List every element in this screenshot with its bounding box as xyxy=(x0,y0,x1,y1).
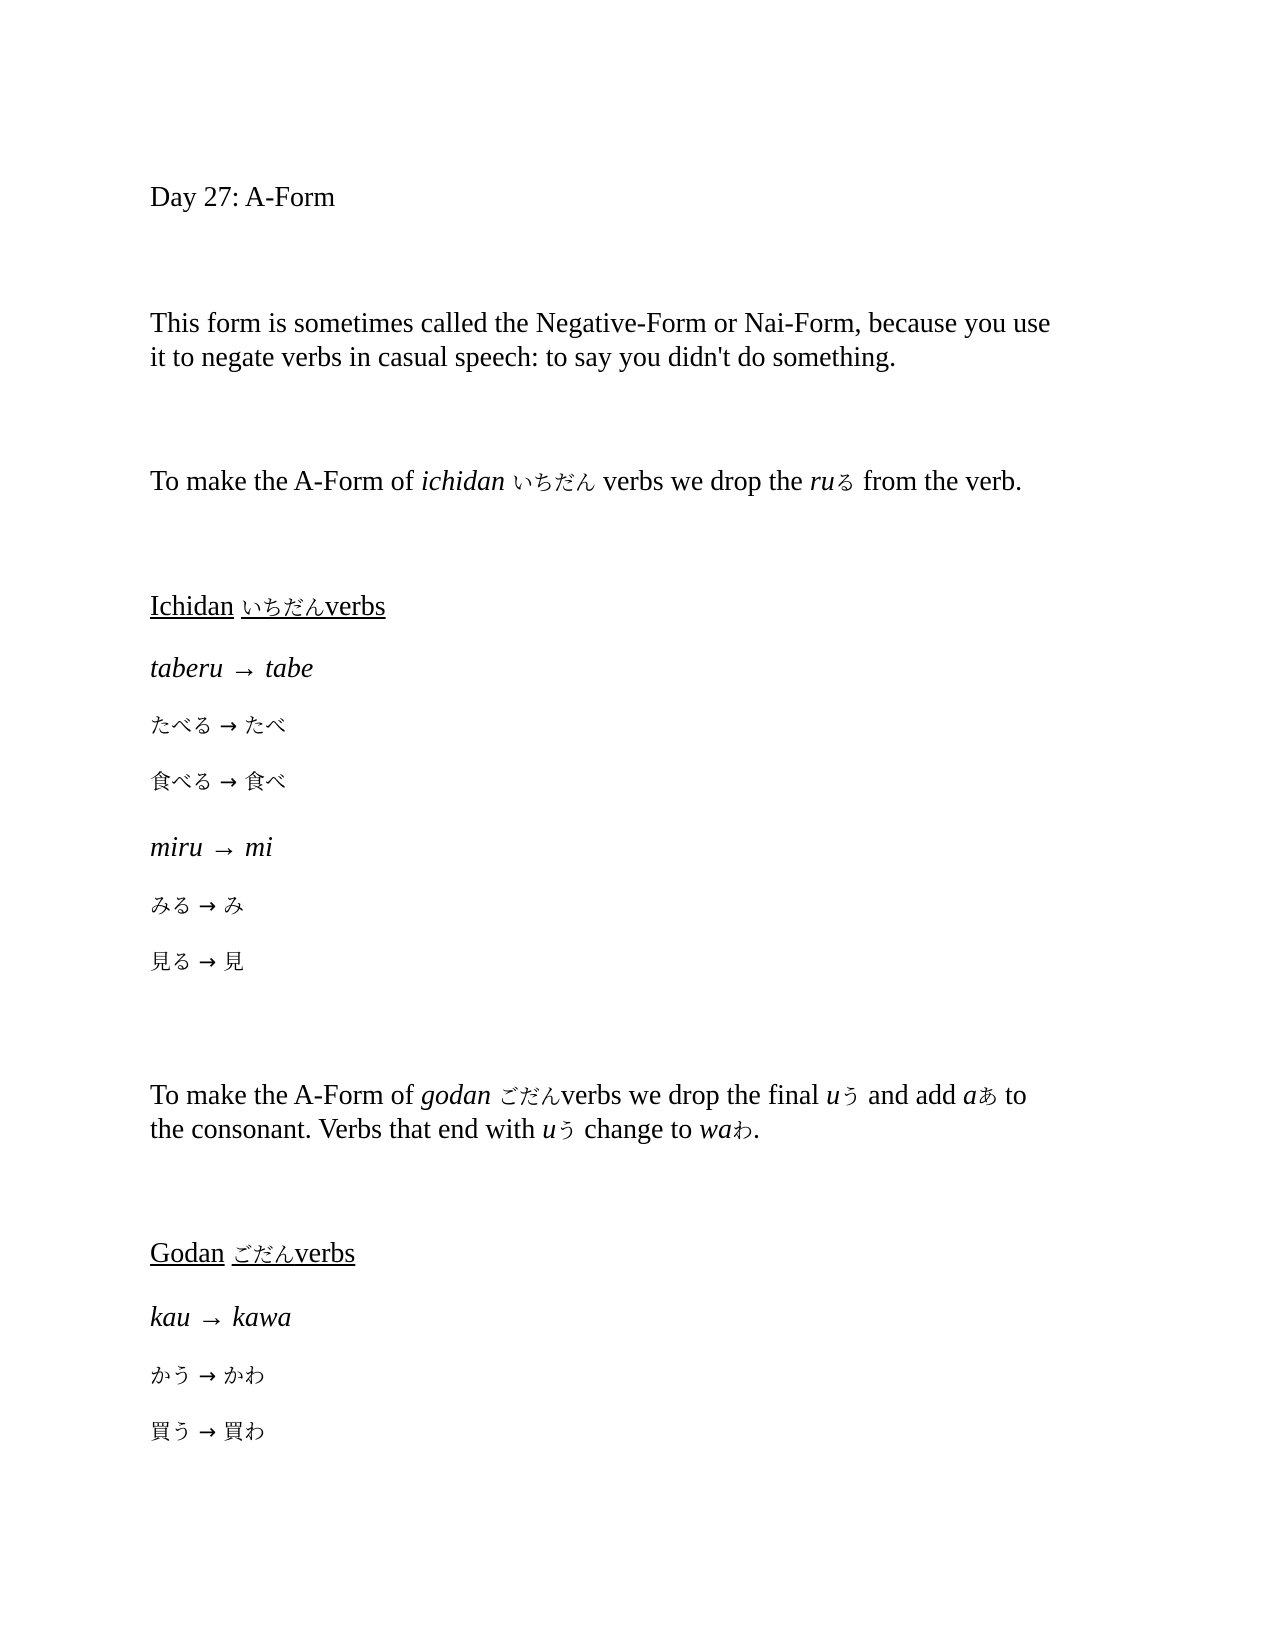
godan-term: godan xyxy=(421,1080,491,1111)
godan-example-1-kana xyxy=(150,1362,265,1390)
wa-kana: わ xyxy=(731,1119,753,1143)
ichidan-example-1-kanji-text: 食べる → 食べ xyxy=(150,770,286,794)
ichidan-term: ichidan xyxy=(421,466,505,497)
godan-heading xyxy=(150,1237,355,1272)
intro-line-1 xyxy=(150,307,1050,341)
godan-rule-text-1: To make the A-Form of xyxy=(150,1080,421,1111)
ichidan-heading-kana: いちだん xyxy=(240,596,325,620)
godan-rule-line2-text-2: change to xyxy=(577,1114,700,1145)
godan-heading-kana: ごだん xyxy=(231,1243,295,1267)
godan-example-1-kana-text: かう → かわ xyxy=(150,1364,265,1388)
ichidan-rule-text-3: from the verb. xyxy=(855,466,1023,497)
ichidan-example-1-kana xyxy=(150,712,286,740)
ichidan-example-2-romaji xyxy=(150,831,273,865)
godan-rule-line2-text-3: . xyxy=(752,1114,760,1145)
u2-term: u xyxy=(542,1114,557,1145)
title-text: Day 27: A-Form xyxy=(150,182,336,213)
godan-heading-suffix: verbs xyxy=(294,1238,356,1269)
page-title xyxy=(150,181,335,215)
godan-example-1-romaji xyxy=(150,1301,292,1335)
wa-term: wa xyxy=(699,1114,732,1145)
u-kana: う xyxy=(840,1085,862,1109)
intro-text-2: it to negate verbs in casual speech: to say you didn't do something. xyxy=(150,342,897,373)
ru-kana: る xyxy=(834,471,856,495)
intro-line-2 xyxy=(150,341,896,375)
ichidan-example-2-kana-text: みる → み xyxy=(150,894,244,918)
ichidan-rule-paragraph xyxy=(150,465,1022,500)
godan-example-1-romaji-text: kau → kawa xyxy=(150,1302,292,1333)
u2-kana: う xyxy=(556,1119,578,1143)
a-term: a xyxy=(963,1080,977,1111)
godan-kana: ごだん xyxy=(498,1085,561,1109)
godan-example-1-kanji xyxy=(150,1418,265,1446)
godan-rule-line2-text-1: the consonant. Verbs that end with xyxy=(150,1114,543,1145)
godan-rule-line-2 xyxy=(150,1113,760,1148)
ichidan-example-2-romaji-text: miru → mi xyxy=(150,832,273,863)
ichidan-example-1-kana-text: たべる → たべ xyxy=(150,714,286,738)
godan-rule-text-4: to xyxy=(998,1080,1027,1111)
godan-heading-word: Godan xyxy=(150,1238,225,1269)
godan-example-1-kanji-text: 買う → 買わ xyxy=(150,1420,265,1444)
ichidan-rule-text-2: verbs we drop the xyxy=(596,466,810,497)
a-kana: あ xyxy=(977,1085,998,1109)
ichidan-kana: いちだん xyxy=(512,471,596,495)
ichidan-example-1-kanji xyxy=(150,768,286,796)
ichidan-heading xyxy=(150,590,386,625)
ichidan-example-2-kana xyxy=(150,892,244,920)
intro-text-1: This form is sometimes called the Negative-Form or Nai-Form, because you use xyxy=(150,308,1051,339)
godan-rule-text-2: verbs we drop the final xyxy=(561,1080,827,1111)
ichidan-heading-word: Ichidan xyxy=(150,591,234,622)
ru-term: ru xyxy=(809,466,835,497)
u-term: u xyxy=(826,1080,841,1111)
ichidan-heading-suffix: verbs xyxy=(324,591,386,622)
godan-rule-text-3: and add xyxy=(861,1080,963,1111)
ichidan-example-2-kanji-text: 見る → 見 xyxy=(150,950,244,974)
godan-rule-line-1 xyxy=(150,1079,1027,1114)
ichidan-rule-text-1: To make the A-Form of xyxy=(150,466,421,497)
ichidan-example-1-romaji-text: taberu → tabe xyxy=(150,653,314,684)
ichidan-example-2-kanji xyxy=(150,948,244,976)
ichidan-example-1-romaji xyxy=(150,652,313,686)
